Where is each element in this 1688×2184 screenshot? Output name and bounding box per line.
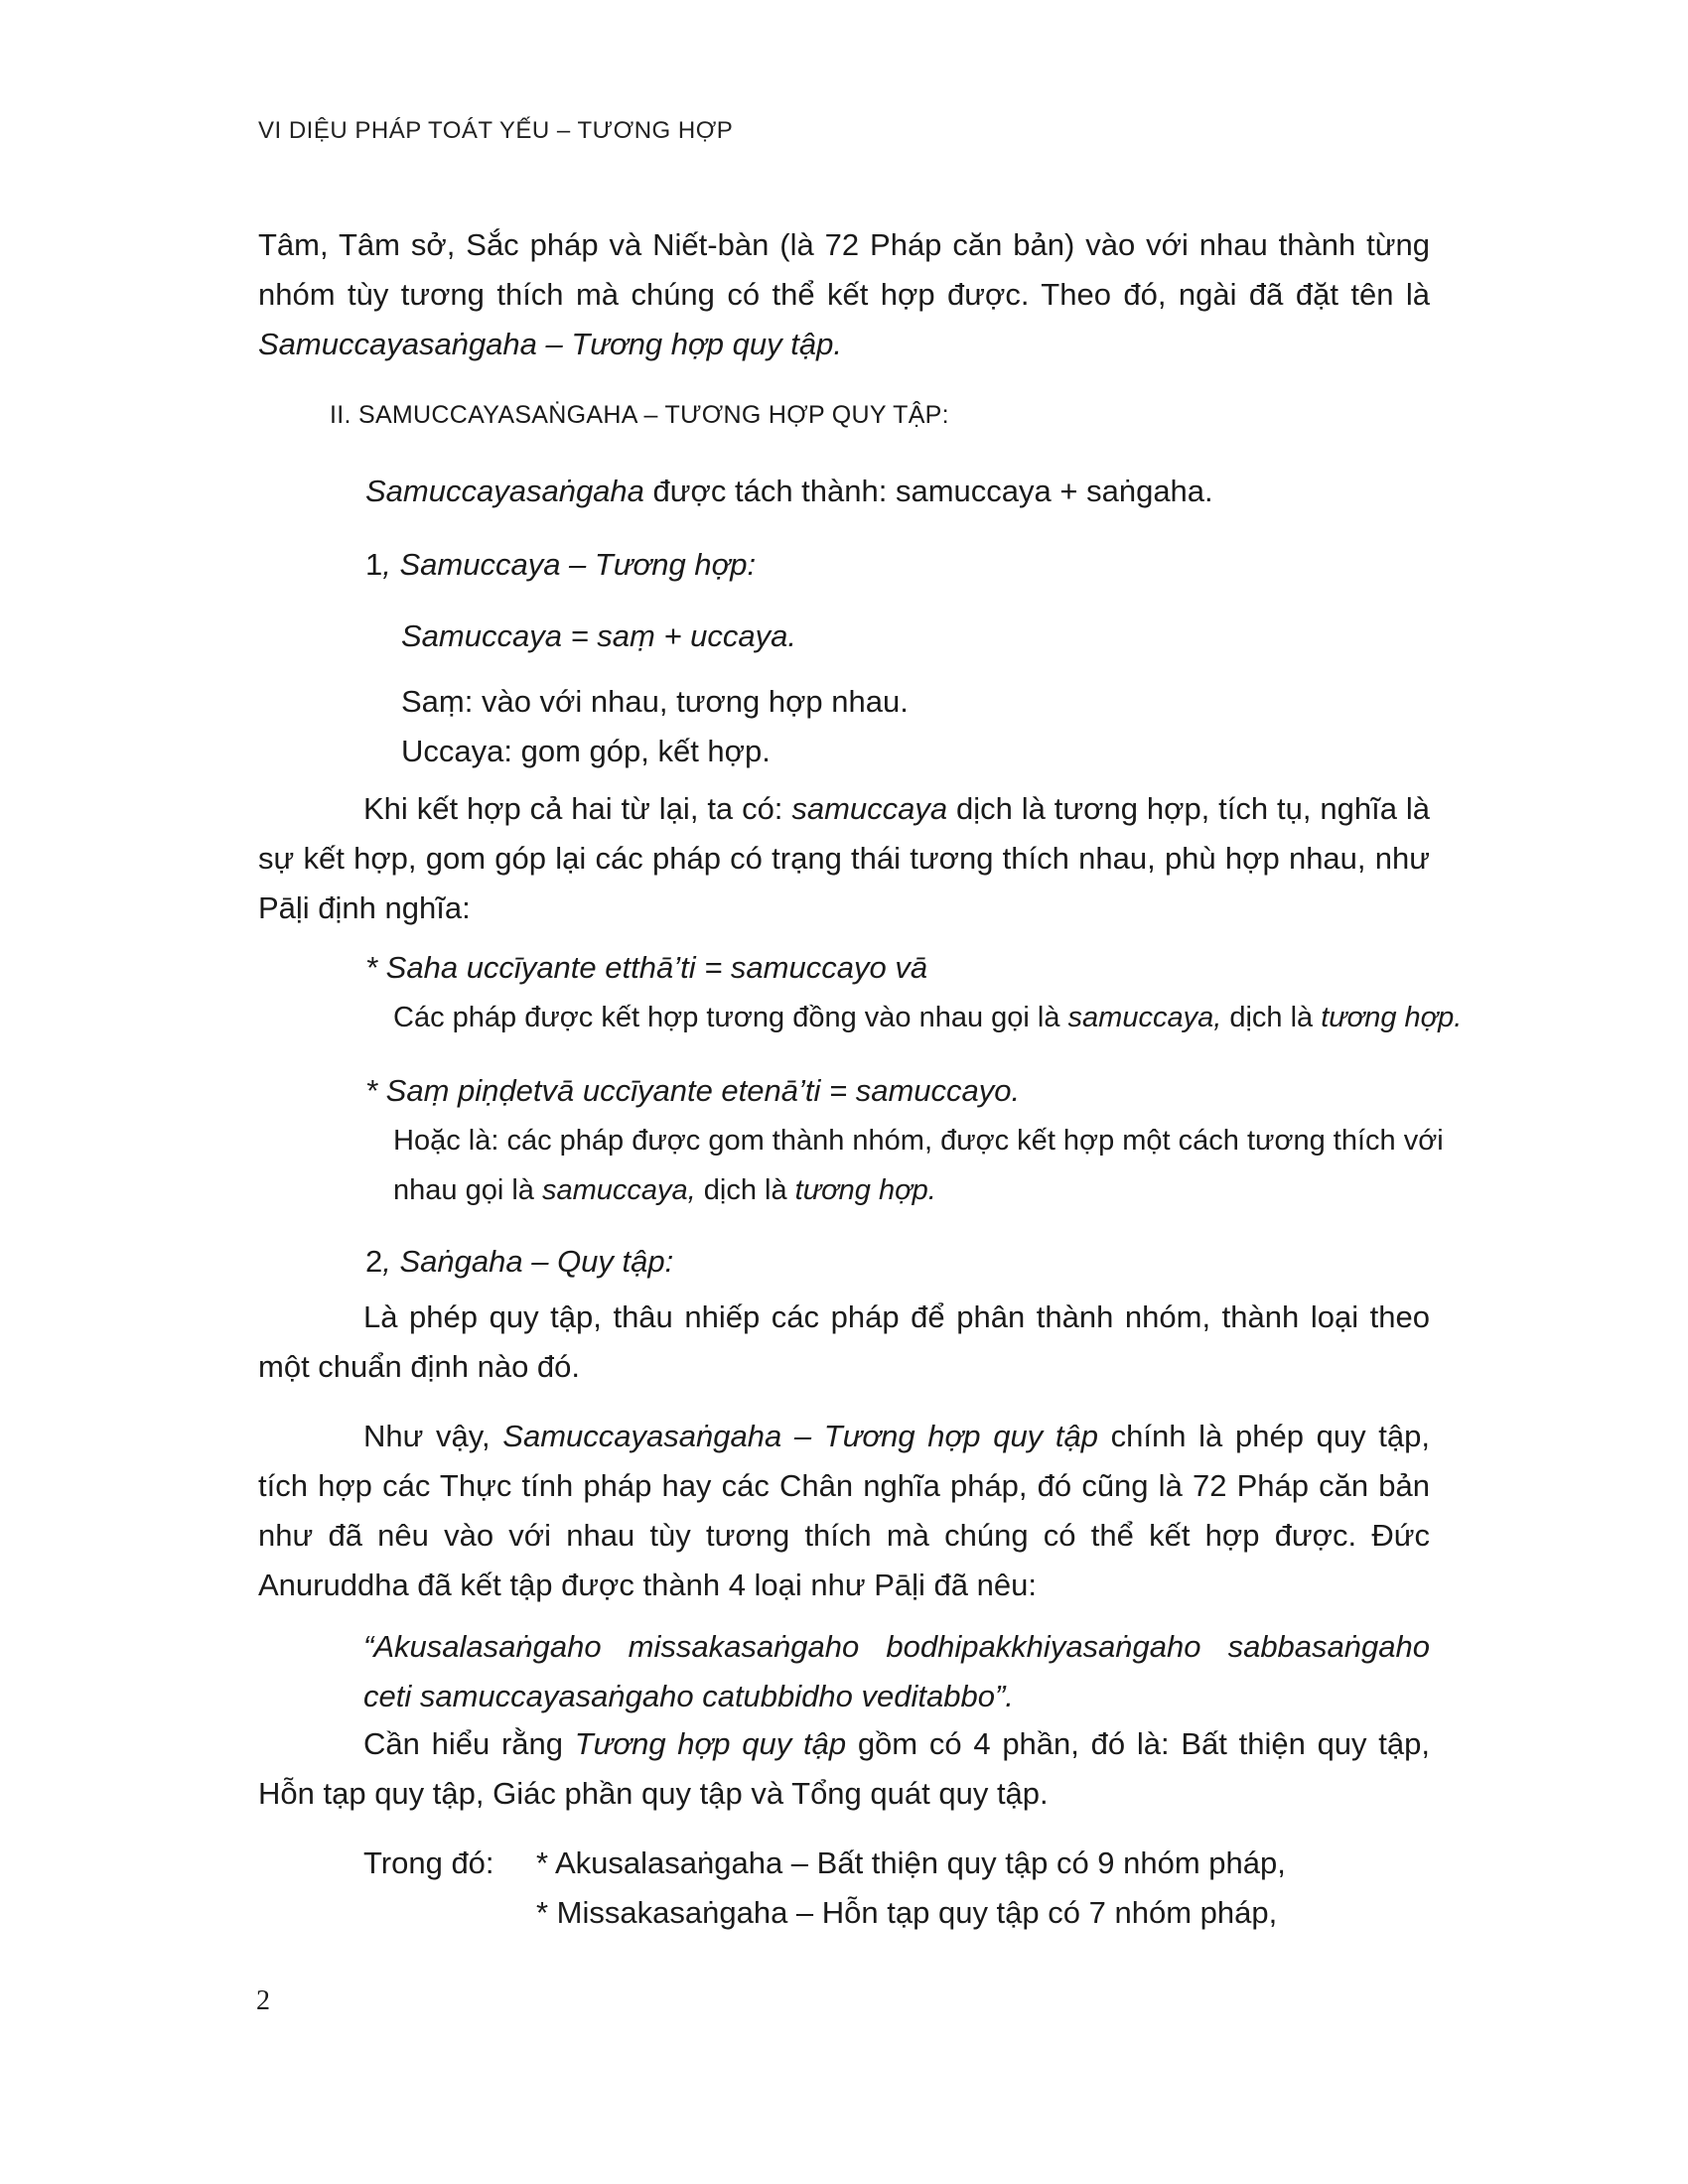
subsection-1-title: , Samuccaya – Tương hợp: (382, 547, 757, 582)
definition-sam: Saṃ: vào với nhau, tương hợp nhau. (401, 684, 909, 719)
subsection-2-heading (365, 1237, 673, 1287)
translation-2-term: samuccaya, (541, 1174, 696, 1206)
split-term: Samuccayasaṅgaha (365, 474, 644, 508)
summary-text (258, 1412, 1430, 1610)
combine-lead: Khi kết hợp cả hai từ lại, ta có: (363, 791, 792, 826)
pali-verse-block (363, 1622, 1430, 1721)
intro-term: Samuccayasaṅgaha – Tương hợp quy tập. (258, 327, 842, 361)
translation-2-line-1: Hoặc là: các pháp được gom thành nhóm, được kết hợp một cách tương thích với (393, 1125, 1444, 1157)
pali-quote-2: * Saṃ piṇḍetvā uccīyante etenā’ti = samuccayo. (365, 1073, 1021, 1108)
translation-1-lead: Các pháp được kết hợp tương đồng vào nhau gọi là (393, 1002, 1068, 1033)
translation-2-lead: nhau gọi là (393, 1174, 542, 1206)
combine-text (258, 784, 1430, 933)
translation-1-mid: dịch là (1221, 1002, 1322, 1033)
subsection-1-heading (365, 540, 756, 590)
combine-term: samuccaya (791, 791, 948, 826)
sangaha-definition: Là phép quy tập, thâu nhiếp các pháp để phân thành nhóm, thành loại theo một chuẩn định nào đó. (258, 1299, 1430, 1384)
combine-paragraph (258, 784, 1430, 933)
intro-paragraph (258, 220, 1430, 369)
summary-term: Samuccayasaṅgaha – Tương hợp quy tập (502, 1419, 1098, 1453)
intro-line: Tâm, Tâm sở, Sắc pháp và Niết-bàn (là 72 Pháp căn bản) vào với nhau thành từng nhóm tùy tương thích mà chúng có thể kết hợp được. Theo đó, ngài đã đặt tên là (258, 227, 1430, 312)
subsection-2-number: 2 (365, 1244, 383, 1279)
translation-1-term: samuccaya, (1067, 1002, 1222, 1033)
split-rest: được tách thành: samuccaya + saṅgaha. (643, 474, 1213, 508)
page-number: 2 (256, 1985, 270, 2016)
list-lead: Trong đó: (363, 1845, 494, 1880)
four-parts-rest: gồm có 4 phần, đó là: Bất thiện quy tập, Hỗn tạp quy tập, Giác phần quy tập và Tổng quát quy tập. (258, 1726, 1430, 1811)
four-parts-lead: Cần hiểu rằng (363, 1726, 575, 1761)
intro-text (258, 220, 1430, 369)
etymology-formula: Samuccaya = saṃ + uccaya. (401, 618, 797, 653)
translation-1 (393, 993, 1462, 1042)
pali-quote-1: * Saha uccīyante etthā’ti = samuccayo vā (365, 950, 928, 985)
translation-2-mid: dịch là (695, 1174, 795, 1206)
four-parts-term: Tương hợp quy tập (574, 1726, 847, 1761)
section-heading: II. SAMUCCAYASAṄGAHA – TƯƠNG HỢP QUY TẬP: (330, 401, 949, 429)
pali-verse: “Akusalasaṅgaho missakasaṅgaho bodhipakkhiyasaṅgaho sabbasaṅgaho ceti samuccayasaṅgaho catubbidho veditabbo”. (363, 1629, 1430, 1713)
subsection-1-number: 1 (365, 547, 383, 582)
translation-2-line-2 (393, 1165, 936, 1215)
list-item-missaka: * Missakasaṅgaha – Hỗn tạp quy tập có 7 nhóm pháp, (536, 1895, 1278, 1930)
four-parts-paragraph (258, 1719, 1430, 1819)
list-item-akusala: * Akusalasaṅgaha – Bất thiện quy tập có 9 nhóm pháp, (536, 1845, 1286, 1880)
summary-lead: Như vậy, (363, 1419, 503, 1453)
combine-rest: dịch là tương hợp, tích tụ, nghĩa là sự kết hợp, gom góp lại các pháp có trạng thái tương thích nhau, phù hợp nhau, như Pāḷi định nghĩa: (258, 791, 1431, 925)
translation-2-meaning: tương hợp. (794, 1174, 936, 1206)
definition-uccaya: Uccaya: gom góp, kết hợp. (401, 734, 771, 768)
summary-rest: chính là phép quy tập, tích hợp các Thực tính pháp hay các Chân nghĩa pháp, đó cũng là 72 Pháp căn bản như đã nêu vào với nhau tùy tương thích mà chúng có thể kết hợp được. Đức Anuruddha đã kết tập được thành 4 loại như Pāḷi đã nêu: (258, 1419, 1430, 1602)
translation-1-meaning: tương hợp. (1321, 1002, 1463, 1033)
running-header: VI DIỆU PHÁP TOÁT YẾU – TƯƠNG HỢP (258, 117, 734, 144)
subsection-2-title: , Saṅgaha – Quy tập: (382, 1244, 674, 1279)
four-parts-text (258, 1719, 1430, 1819)
summary-paragraph (258, 1412, 1430, 1610)
split-line (365, 467, 1213, 516)
sangaha-paragraph (258, 1293, 1430, 1392)
